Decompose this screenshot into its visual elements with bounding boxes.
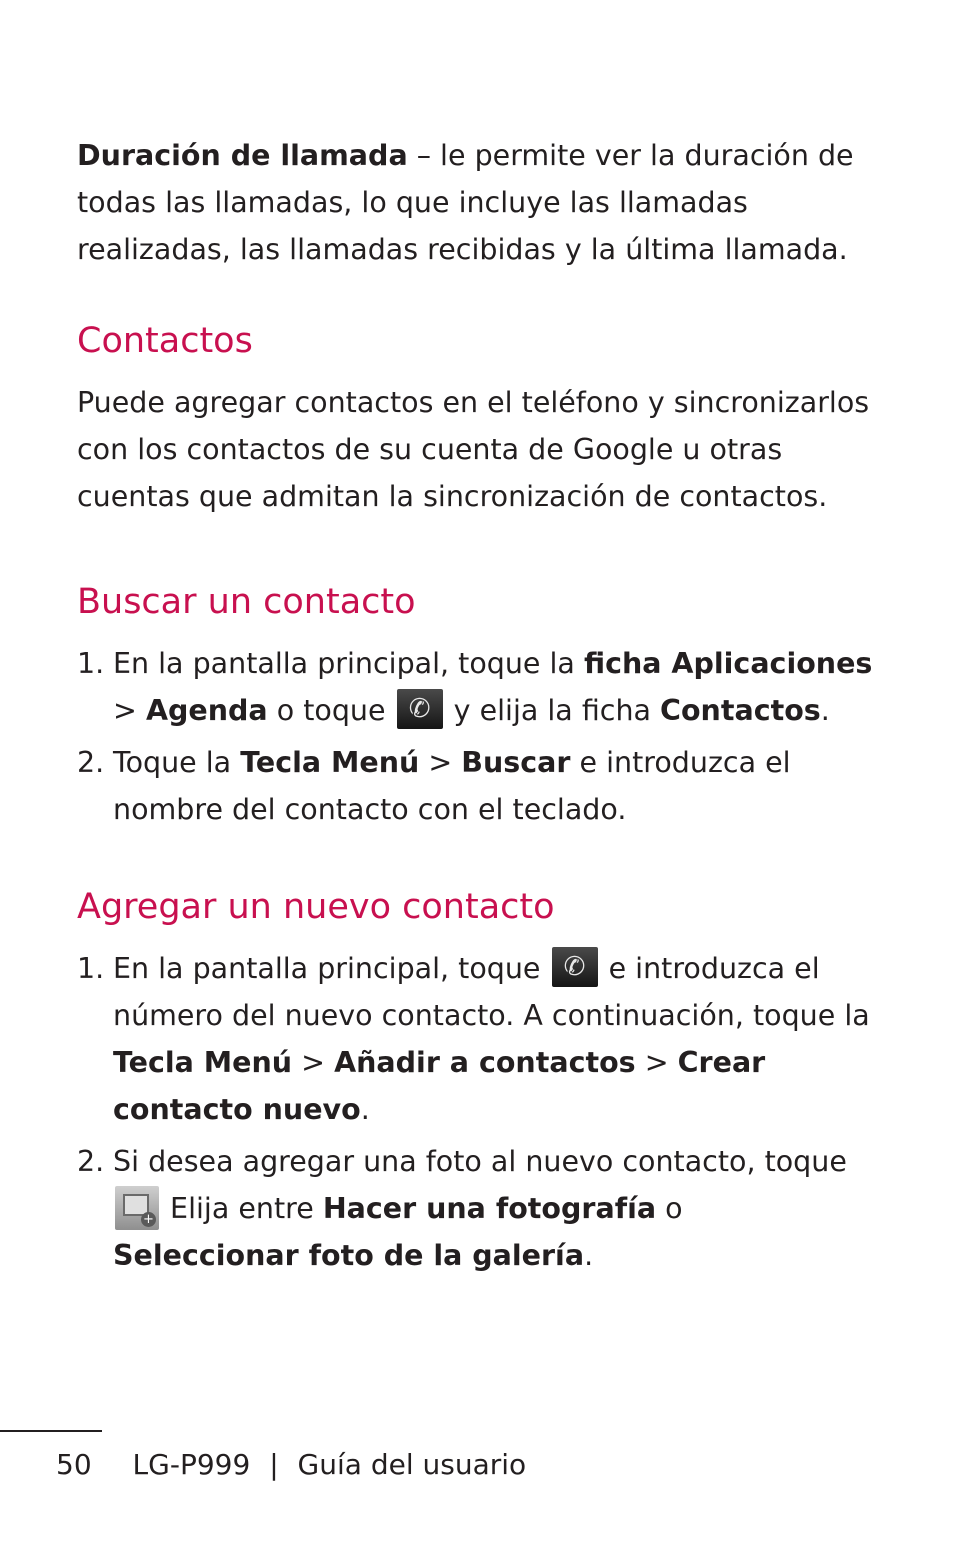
add-step-2 [77, 1138, 877, 1279]
search-label: Buscar [461, 746, 571, 779]
search-step-1 [77, 640, 877, 734]
step-text: o [656, 1192, 683, 1225]
phone-icon: ✆ [397, 689, 443, 729]
step-text: o toque [267, 694, 395, 727]
step-text: . [820, 694, 830, 727]
step-text: > [113, 694, 146, 727]
take-photo-label: Hacer una fotografía [322, 1192, 657, 1225]
applications-tab-label: ficha Aplicaciones [583, 647, 873, 680]
step-text: En la pantalla principal, toque la [113, 647, 584, 680]
contacts-heading: Contactos [77, 321, 253, 361]
step-text: . [360, 1093, 370, 1126]
step-number: 1. [77, 647, 105, 680]
step-text: Si desea agregar una foto al nuevo contacto, toque [113, 1145, 847, 1178]
footer-separator: | [269, 1448, 279, 1481]
guide-title: Guía del usuario [297, 1448, 527, 1481]
step-text: > [635, 1046, 678, 1079]
step-text: e introduzca el número del nuevo contacto. A continuación, toque la [113, 952, 870, 1032]
step-text: . [584, 1239, 594, 1272]
call-duration-term: Duración de llamada [77, 139, 408, 172]
step-text: > [292, 1046, 335, 1079]
page-content [77, 132, 877, 1279]
step-text: y elija la ficha [444, 694, 661, 727]
phone-icon: ✆ [552, 947, 598, 987]
search-steps-list [77, 640, 877, 833]
add-step-1 [77, 945, 877, 1133]
page-footer [56, 1445, 536, 1485]
create-new-contact-label: Crear contacto nuevo [113, 1046, 766, 1126]
step-text: > [419, 746, 462, 779]
step-text: Elija entre [161, 1192, 323, 1225]
step-number: 2. [77, 1145, 105, 1178]
footer-divider [0, 1430, 102, 1432]
step-text: e introduzca el nombre del contacto con el teclado. [113, 746, 791, 826]
call-duration-paragraph [77, 132, 877, 273]
search-step-2 [77, 739, 877, 833]
step-text: En la pantalla principal, toque [113, 952, 550, 985]
add-steps-list [77, 945, 877, 1279]
plus-icon: + [141, 1212, 156, 1227]
step-number: 1. [77, 952, 105, 985]
menu-key-label: Tecla Menú [113, 1046, 293, 1079]
add-contact-heading: Agregar un nuevo contacto [77, 887, 555, 927]
contacts-tab-label: Contactos [660, 694, 821, 727]
add-to-contacts-label: Añadir a contactos [334, 1046, 636, 1079]
model-name: LG-P999 [132, 1448, 251, 1481]
step-number: 2. [77, 746, 105, 779]
step-text: Toque la [113, 746, 241, 779]
search-contact-heading: Buscar un contacto [77, 582, 416, 622]
select-gallery-photo-label: Seleccionar foto de la galería [113, 1239, 585, 1272]
menu-key-label: Tecla Menú [240, 746, 420, 779]
agenda-label: Agenda [145, 694, 268, 727]
add-photo-icon [115, 1186, 159, 1230]
call-duration-description: – le permite ver la duración de todas las llamadas, lo que incluye las llamadas realizadas, las llamadas recibidas y la última llamada. [77, 139, 854, 266]
contacts-body: Puede agregar contactos en el teléfono y sincronizarlos con los contactos de su cuenta de Google u otras cuentas que admitan la sincronización de contactos. [77, 386, 870, 513]
page-number: 50 [56, 1448, 92, 1481]
